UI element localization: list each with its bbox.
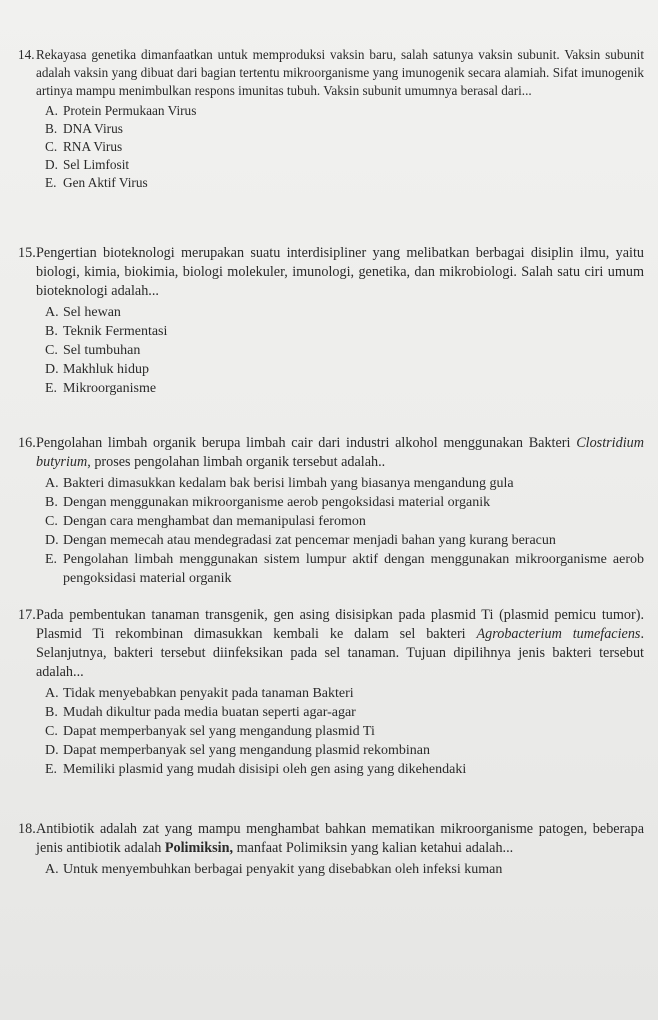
question-18 [18, 820, 644, 879]
option-e[interactable]: E. Pengolahan limbah menggunakan sistem lumpur aktif dengan menggunakan mikroorganisme aerob pengoksidasi material organik [45, 552, 644, 586]
question-text: Antibiotik adalah zat yang mampu menghambat bahkan mematikan mikroorganisme patogen, beberapa jenis antibiotik adalah Polimiksin, manfaat Polimiksin yang kalian ketahui adalah... [36, 821, 644, 856]
option-a[interactable]: A. Bakteri dimasukkan kedalam bak berisi limbah yang biasanya mengandung gula [45, 476, 514, 491]
question-text: Pengertian bioteknologi merupakan suatu interdisipliner yang melibatkan berbagai disiplin ilmu, yaitu biologi, kimia, biokimia, biologi molekuler, imunologi, genetika, dan mikrobiologi. Salah satu ciri umum bioteknologi adalah... [36, 245, 644, 299]
antibiotic-name: Polimiksin, [164, 840, 234, 856]
option-list [45, 684, 644, 779]
question-16 [18, 434, 644, 588]
option-list [45, 102, 644, 192]
option-list [45, 860, 644, 879]
option-d[interactable]: D. Dapat memperbanyak sel yang mengandung plasmid rekombinan [45, 743, 431, 758]
option-c[interactable]: C. Dapat memperbanyak sel yang mengandung plasmid Ti [45, 724, 375, 739]
question-stem [18, 46, 644, 100]
option-e[interactable]: E. Memiliki plasmid yang mudah disisipi oleh gen asing yang dikehendaki [45, 762, 467, 777]
question-number: 15. [18, 245, 36, 261]
question-number: 14. [18, 47, 35, 62]
option-b[interactable]: B. DNA Virus [45, 121, 123, 136]
option-list [45, 303, 644, 398]
option-d[interactable]: D. Makhluk hidup [45, 362, 149, 377]
option-c[interactable]: C. Dengan cara menghambat dan memanipulasi feromon [45, 514, 366, 529]
option-d[interactable]: D. Sel Limfosit [45, 157, 130, 172]
option-list [45, 474, 644, 588]
species-name: Clostridium butyrium [36, 435, 644, 470]
question-number: 16. [18, 435, 36, 451]
option-c[interactable]: C. Sel tumbuhan [45, 343, 141, 358]
species-name: Agrobacterium tumefaciens [476, 626, 641, 642]
question-number: 17. [18, 607, 36, 623]
option-a[interactable]: A. Tidak menyebabkan penyakit pada tanaman Bakteri [45, 686, 354, 701]
question-stem [18, 606, 644, 682]
option-a[interactable]: A. Untuk menyembuhkan berbagai penyakit yang disebabkan oleh infeksi kuman [45, 862, 503, 877]
option-a[interactable]: A. Protein Permukaan Virus [45, 103, 197, 118]
option-b[interactable]: B. Dengan menggunakan mikroorganisme aerob pengoksidasi material organik [45, 495, 491, 510]
option-e[interactable]: E. Gen Aktif Virus [45, 175, 148, 190]
question-14 [18, 46, 644, 192]
question-stem [18, 244, 644, 301]
question-text: Rekayasa genetika dimanfaatkan untuk memproduksi vaksin baru, salah satunya vaksin subunit. Vaksin subunit adalah vaksin yang dibuat dari bagian tertentu mikroorganisme yang imunogenik secara alamiah. Sifat imunogenik artinya mampu menimbulkan respons imunitas tubuh. Vaksin subunit umumnya berasal dari... [36, 47, 644, 98]
question-stem [18, 820, 644, 858]
question-text: Pada pembentukan tanaman transgenik, gen asing disisipkan pada plasmid Ti (plasmid pemicu tumor). Plasmid Ti rekombinan dimasukkan kembali ke dalam sel bakteri Agrobacterium tumefaciens. Selanjutnya, bakteri tersebut diinfeksikan pada sel tanaman. Tujuan dipilihnya jenis bakteri tersebut adalah... [36, 607, 645, 680]
option-d[interactable]: D. Dengan memecah atau mendegradasi zat pencemar menjadi bahan yang kurang beracun [45, 533, 556, 548]
option-a[interactable]: A. Sel hewan [45, 305, 121, 320]
option-e[interactable]: E. Mikroorganisme [45, 381, 157, 396]
question-17 [18, 606, 644, 779]
option-c[interactable]: C. RNA Virus [45, 139, 123, 154]
option-b[interactable]: B. Mudah dikultur pada media buatan seperti agar-agar [45, 705, 356, 720]
question-text: Pengolahan limbah organik berupa limbah cair dari industri alkohol menggunakan Bakteri Clostridium butyrium, proses pengolahan limbah organik tersebut adalah.. [36, 435, 644, 470]
question-15 [18, 244, 644, 398]
question-number: 18. [18, 821, 36, 837]
question-stem [18, 434, 644, 472]
option-b[interactable]: B. Teknik Fermentasi [45, 324, 168, 339]
